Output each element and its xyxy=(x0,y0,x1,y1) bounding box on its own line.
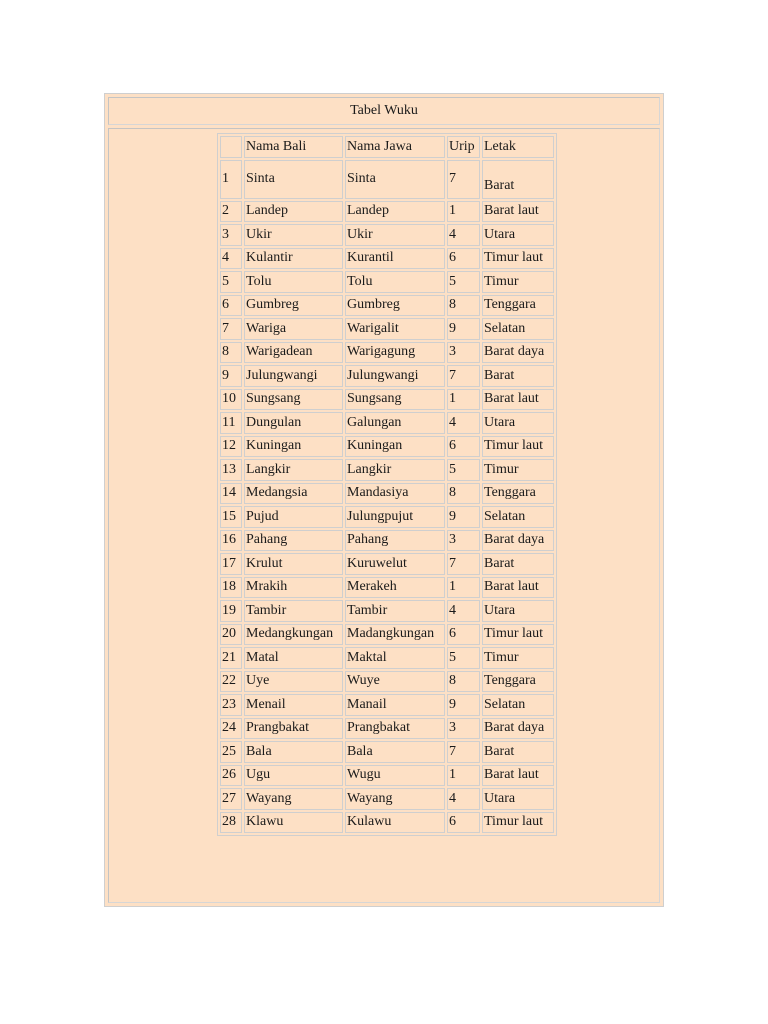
cell-number: 12 xyxy=(220,436,242,458)
table-row xyxy=(220,201,554,223)
cell-nama-jawa: Wayang xyxy=(345,788,445,810)
cell-urip: 4 xyxy=(447,224,480,246)
cell-letak: Barat xyxy=(482,365,554,387)
cell-number: 9 xyxy=(220,365,242,387)
cell-nama-bali: Menail xyxy=(244,694,343,716)
cell-nama-jawa: Wugu xyxy=(345,765,445,787)
cell-urip: 7 xyxy=(447,365,480,387)
cell-nama-bali: Sungsang xyxy=(244,389,343,411)
cell-urip: 1 xyxy=(447,577,480,599)
table-row xyxy=(220,530,554,552)
cell-number: 24 xyxy=(220,718,242,740)
table-row xyxy=(220,812,554,834)
cell-urip: 1 xyxy=(447,765,480,787)
cell-urip: 8 xyxy=(447,671,480,693)
cell-number: 8 xyxy=(220,342,242,364)
cell-nama-jawa: Merakeh xyxy=(345,577,445,599)
header-cell-urip: Urip xyxy=(447,136,480,158)
cell-nama-jawa: Maktal xyxy=(345,647,445,669)
cell-urip: 7 xyxy=(447,741,480,763)
cell-number: 20 xyxy=(220,624,242,646)
cell-urip: 3 xyxy=(447,342,480,364)
cell-nama-jawa: Julungpujut xyxy=(345,506,445,528)
cell-nama-bali: Landep xyxy=(244,201,343,223)
cell-nama-jawa: Madangkungan xyxy=(345,624,445,646)
cell-urip: 3 xyxy=(447,718,480,740)
cell-urip: 8 xyxy=(447,295,480,317)
header-cell-nama-jawa: Nama Jawa xyxy=(345,136,445,158)
cell-letak: Barat daya xyxy=(482,530,554,552)
cell-urip: 4 xyxy=(447,412,480,434)
cell-nama-bali: Sinta xyxy=(244,160,343,199)
cell-nama-bali: Pahang xyxy=(244,530,343,552)
cell-letak: Barat daya xyxy=(482,718,554,740)
cell-nama-jawa: Kuruwelut xyxy=(345,553,445,575)
cell-number: 11 xyxy=(220,412,242,434)
cell-nama-bali: Krulut xyxy=(244,553,343,575)
cell-number: 21 xyxy=(220,647,242,669)
cell-urip: 7 xyxy=(447,160,480,199)
cell-urip: 9 xyxy=(447,694,480,716)
cell-nama-jawa: Tolu xyxy=(345,271,445,293)
cell-letak: Barat xyxy=(482,160,554,199)
cell-letak: Tenggara xyxy=(482,295,554,317)
table-title: Tabel Wuku xyxy=(108,97,660,125)
table-row xyxy=(220,483,554,505)
table-row xyxy=(220,694,554,716)
cell-urip: 4 xyxy=(447,788,480,810)
table-row xyxy=(220,342,554,364)
table-row xyxy=(220,671,554,693)
header-cell-number xyxy=(220,136,242,158)
cell-number: 7 xyxy=(220,318,242,340)
cell-urip: 3 xyxy=(447,530,480,552)
cell-nama-bali: Uye xyxy=(244,671,343,693)
cell-nama-bali: Warigadean xyxy=(244,342,343,364)
cell-letak: Utara xyxy=(482,412,554,434)
cell-urip: 6 xyxy=(447,812,480,834)
cell-letak: Utara xyxy=(482,600,554,622)
cell-letak: Selatan xyxy=(482,506,554,528)
table-row xyxy=(220,624,554,646)
cell-number: 5 xyxy=(220,271,242,293)
cell-urip: 6 xyxy=(447,248,480,270)
cell-number: 16 xyxy=(220,530,242,552)
table-row xyxy=(220,647,554,669)
cell-nama-jawa: Warigalit xyxy=(345,318,445,340)
cell-urip: 4 xyxy=(447,600,480,622)
cell-nama-bali: Prangbakat xyxy=(244,718,343,740)
cell-nama-jawa: Kurantil xyxy=(345,248,445,270)
table-row xyxy=(220,788,554,810)
cell-number: 27 xyxy=(220,788,242,810)
cell-urip: 5 xyxy=(447,271,480,293)
cell-letak: Barat laut xyxy=(482,765,554,787)
cell-nama-jawa: Bala xyxy=(345,741,445,763)
cell-nama-jawa: Ukir xyxy=(345,224,445,246)
table-row xyxy=(220,248,554,270)
cell-number: 6 xyxy=(220,295,242,317)
cell-letak: Barat daya xyxy=(482,342,554,364)
cell-urip: 8 xyxy=(447,483,480,505)
cell-nama-jawa: Warigagung xyxy=(345,342,445,364)
table-row xyxy=(220,318,554,340)
table-row xyxy=(220,600,554,622)
cell-nama-bali: Gumbreg xyxy=(244,295,343,317)
cell-urip: 9 xyxy=(447,506,480,528)
cell-urip: 1 xyxy=(447,201,480,223)
cell-nama-bali: Dungulan xyxy=(244,412,343,434)
cell-nama-jawa: Galungan xyxy=(345,412,445,434)
cell-number: 19 xyxy=(220,600,242,622)
cell-nama-jawa: Wuye xyxy=(345,671,445,693)
cell-nama-bali: Wayang xyxy=(244,788,343,810)
cell-nama-jawa: Prangbakat xyxy=(345,718,445,740)
cell-number: 3 xyxy=(220,224,242,246)
table-row xyxy=(220,718,554,740)
cell-nama-jawa: Sinta xyxy=(345,160,445,199)
cell-nama-jawa: Sungsang xyxy=(345,389,445,411)
cell-urip: 6 xyxy=(447,624,480,646)
table-row xyxy=(220,389,554,411)
cell-letak: Timur xyxy=(482,271,554,293)
cell-nama-jawa: Landep xyxy=(345,201,445,223)
cell-number: 17 xyxy=(220,553,242,575)
cell-nama-bali: Mrakih xyxy=(244,577,343,599)
table-row xyxy=(220,412,554,434)
header-cell-letak: Letak xyxy=(482,136,554,158)
cell-nama-jawa: Kuningan xyxy=(345,436,445,458)
cell-letak: Utara xyxy=(482,788,554,810)
cell-nama-bali: Kuningan xyxy=(244,436,343,458)
cell-urip: 5 xyxy=(447,459,480,481)
cell-letak: Timur xyxy=(482,647,554,669)
table-row xyxy=(220,365,554,387)
cell-letak: Timur laut xyxy=(482,812,554,834)
table-row xyxy=(220,577,554,599)
cell-nama-bali: Medangsia xyxy=(244,483,343,505)
cell-number: 25 xyxy=(220,741,242,763)
cell-nama-bali: Tolu xyxy=(244,271,343,293)
table-row xyxy=(220,295,554,317)
cell-nama-bali: Medangkungan xyxy=(244,624,343,646)
cell-nama-bali: Klawu xyxy=(244,812,343,834)
cell-number: 10 xyxy=(220,389,242,411)
cell-nama-bali: Tambir xyxy=(244,600,343,622)
header-row xyxy=(220,136,554,158)
wuku-table xyxy=(217,133,557,836)
cell-nama-bali: Julungwangi xyxy=(244,365,343,387)
cell-letak: Timur laut xyxy=(482,624,554,646)
cell-letak: Barat xyxy=(482,741,554,763)
cell-nama-jawa: Gumbreg xyxy=(345,295,445,317)
cell-letak: Barat laut xyxy=(482,577,554,599)
cell-urip: 1 xyxy=(447,389,480,411)
cell-letak: Barat laut xyxy=(482,201,554,223)
cell-urip: 6 xyxy=(447,436,480,458)
cell-nama-jawa: Pahang xyxy=(345,530,445,552)
cell-nama-bali: Pujud xyxy=(244,506,343,528)
cell-nama-jawa: Mandasiya xyxy=(345,483,445,505)
cell-urip: 5 xyxy=(447,647,480,669)
cell-nama-jawa: Langkir xyxy=(345,459,445,481)
table-row xyxy=(220,160,554,199)
cell-number: 23 xyxy=(220,694,242,716)
cell-letak: Selatan xyxy=(482,318,554,340)
cell-nama-bali: Ugu xyxy=(244,765,343,787)
table-body-cell xyxy=(108,128,660,903)
cell-number: 1 xyxy=(220,160,242,199)
cell-number: 28 xyxy=(220,812,242,834)
cell-number: 18 xyxy=(220,577,242,599)
cell-nama-bali: Langkir xyxy=(244,459,343,481)
cell-letak: Barat xyxy=(482,553,554,575)
cell-urip: 9 xyxy=(447,318,480,340)
cell-nama-bali: Wariga xyxy=(244,318,343,340)
cell-letak: Tenggara xyxy=(482,483,554,505)
cell-nama-jawa: Manail xyxy=(345,694,445,716)
cell-letak: Timur xyxy=(482,459,554,481)
table-row xyxy=(220,506,554,528)
cell-letak: Selatan xyxy=(482,694,554,716)
cell-letak: Tenggara xyxy=(482,671,554,693)
table-row xyxy=(220,436,554,458)
cell-nama-jawa: Kulawu xyxy=(345,812,445,834)
cell-nama-bali: Matal xyxy=(244,647,343,669)
table-row xyxy=(220,765,554,787)
table-row xyxy=(220,553,554,575)
cell-number: 15 xyxy=(220,506,242,528)
table-row xyxy=(220,459,554,481)
cell-number: 14 xyxy=(220,483,242,505)
cell-nama-jawa: Tambir xyxy=(345,600,445,622)
cell-letak: Utara xyxy=(482,224,554,246)
cell-urip: 7 xyxy=(447,553,480,575)
cell-number: 13 xyxy=(220,459,242,481)
cell-nama-bali: Ukir xyxy=(244,224,343,246)
cell-letak: Timur laut xyxy=(482,436,554,458)
cell-number: 22 xyxy=(220,671,242,693)
cell-number: 4 xyxy=(220,248,242,270)
table-row xyxy=(220,271,554,293)
cell-letak: Timur laut xyxy=(482,248,554,270)
cell-number: 2 xyxy=(220,201,242,223)
cell-number: 26 xyxy=(220,765,242,787)
table-row xyxy=(220,741,554,763)
wuku-outer-table xyxy=(104,93,664,907)
table-row xyxy=(220,224,554,246)
cell-nama-bali: Kulantir xyxy=(244,248,343,270)
cell-letak: Barat laut xyxy=(482,389,554,411)
cell-nama-jawa: Julungwangi xyxy=(345,365,445,387)
cell-nama-bali: Bala xyxy=(244,741,343,763)
header-cell-nama-bali: Nama Bali xyxy=(244,136,343,158)
